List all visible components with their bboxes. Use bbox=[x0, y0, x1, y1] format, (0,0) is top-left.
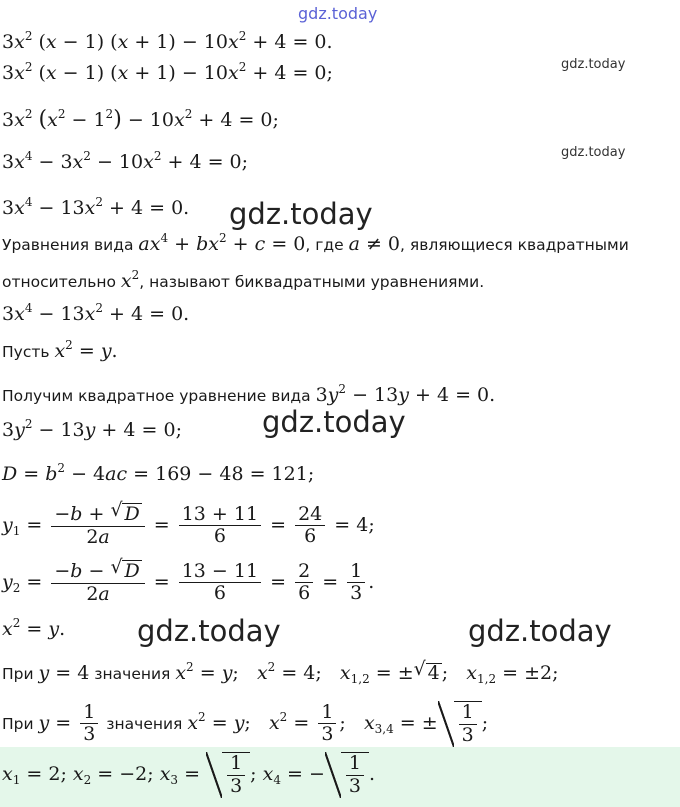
equation-line-6: $3x^4 - 13x^2 + 4 = 0$. bbox=[2, 301, 190, 325]
watermark-small-2: gdz.today bbox=[561, 145, 626, 160]
watermark-big-1: gdz.today bbox=[229, 197, 373, 231]
equation-line-7: $3y^2 - 13y + 4 = 0$; bbox=[2, 417, 182, 441]
watermark-big-4: gdz.today bbox=[468, 614, 612, 648]
watermark-small-1: gdz.today bbox=[561, 57, 626, 72]
answer-line: $x_1 = 2$; $x_2 = -2$; $x_3$ = $\frac{1}{3}$ ; $x_4$ = − $\frac{1}{3}$ . bbox=[2, 752, 376, 797]
equation-line-5: $3x^4 - 13x^2 + 4 = 0$. bbox=[2, 195, 190, 219]
discriminant-line: $D = b^2 - 4ac = 169 - 48 = 121$; bbox=[2, 461, 315, 485]
biquadratic-definition-1: Уравнения вида $ax^4 + bx^2 + c = 0$, где a ≠ 0, являющиеся квадратными bbox=[2, 231, 629, 255]
equation-line-2: $3x^2$ (x − 1) $(x + 1) - 10x^2 + 4 = 0$; bbox=[2, 60, 333, 84]
watermark-top: gdz.today bbox=[298, 4, 378, 23]
root-y2-line: $y_2$ = $\frac{-b - √ D}{2a}$ = $\frac{13 - 11}{6}$ = $\frac{2}{6}$ = $\frac{1}{3}$ . bbox=[2, 560, 374, 606]
substitution-line: Пусть $x^2 = y$. bbox=[2, 338, 118, 362]
equation-line-4: $3x^4 - 3x^2 - 10x^2 + 4 = 0$; bbox=[2, 149, 249, 173]
quadratic-line: Получим квадратное уравнение вида $3y^2 - 13y + 4 = 0$. bbox=[2, 382, 496, 406]
equation-line-3: $3x^2$ $(x^2 - 1^2) - 10x^2 + 4 = 0$; bbox=[2, 107, 279, 132]
watermark-big-2: gdz.today bbox=[262, 405, 406, 439]
back-substitution-line: $x^2 = y$. bbox=[2, 616, 66, 640]
root-y1-line: $y_1$ = $\frac{-b + √ D}{2a}$ = $\frac{13 + 11}{6}$ = $\frac{24}{6}$ = 4; bbox=[2, 503, 375, 549]
watermark-big-3: gdz.today bbox=[137, 614, 281, 648]
equation-line-1: $3x^2$ (x − 1) $(x + 1) - 10x^2 + 4 = 0$. bbox=[2, 29, 333, 53]
case-y13-line: При y = $\frac{1}{3}$ значения $x^2 = y$; $x^2$ = $\frac{1}{3}$ ; $x_{3,4}$ = ± $\frac{1}{3}$ ; bbox=[2, 700, 489, 746]
case-y4-line: При y = 4 значения $x^2 = y$; $x^2 = 4$; $x_{1,2}$ = ±√ 4 ; $x_{1,2} = \pm 2$; bbox=[2, 663, 559, 683]
biquadratic-definition-2: относительно $x^2$, называют биквадратными уравнениями. bbox=[2, 268, 485, 292]
